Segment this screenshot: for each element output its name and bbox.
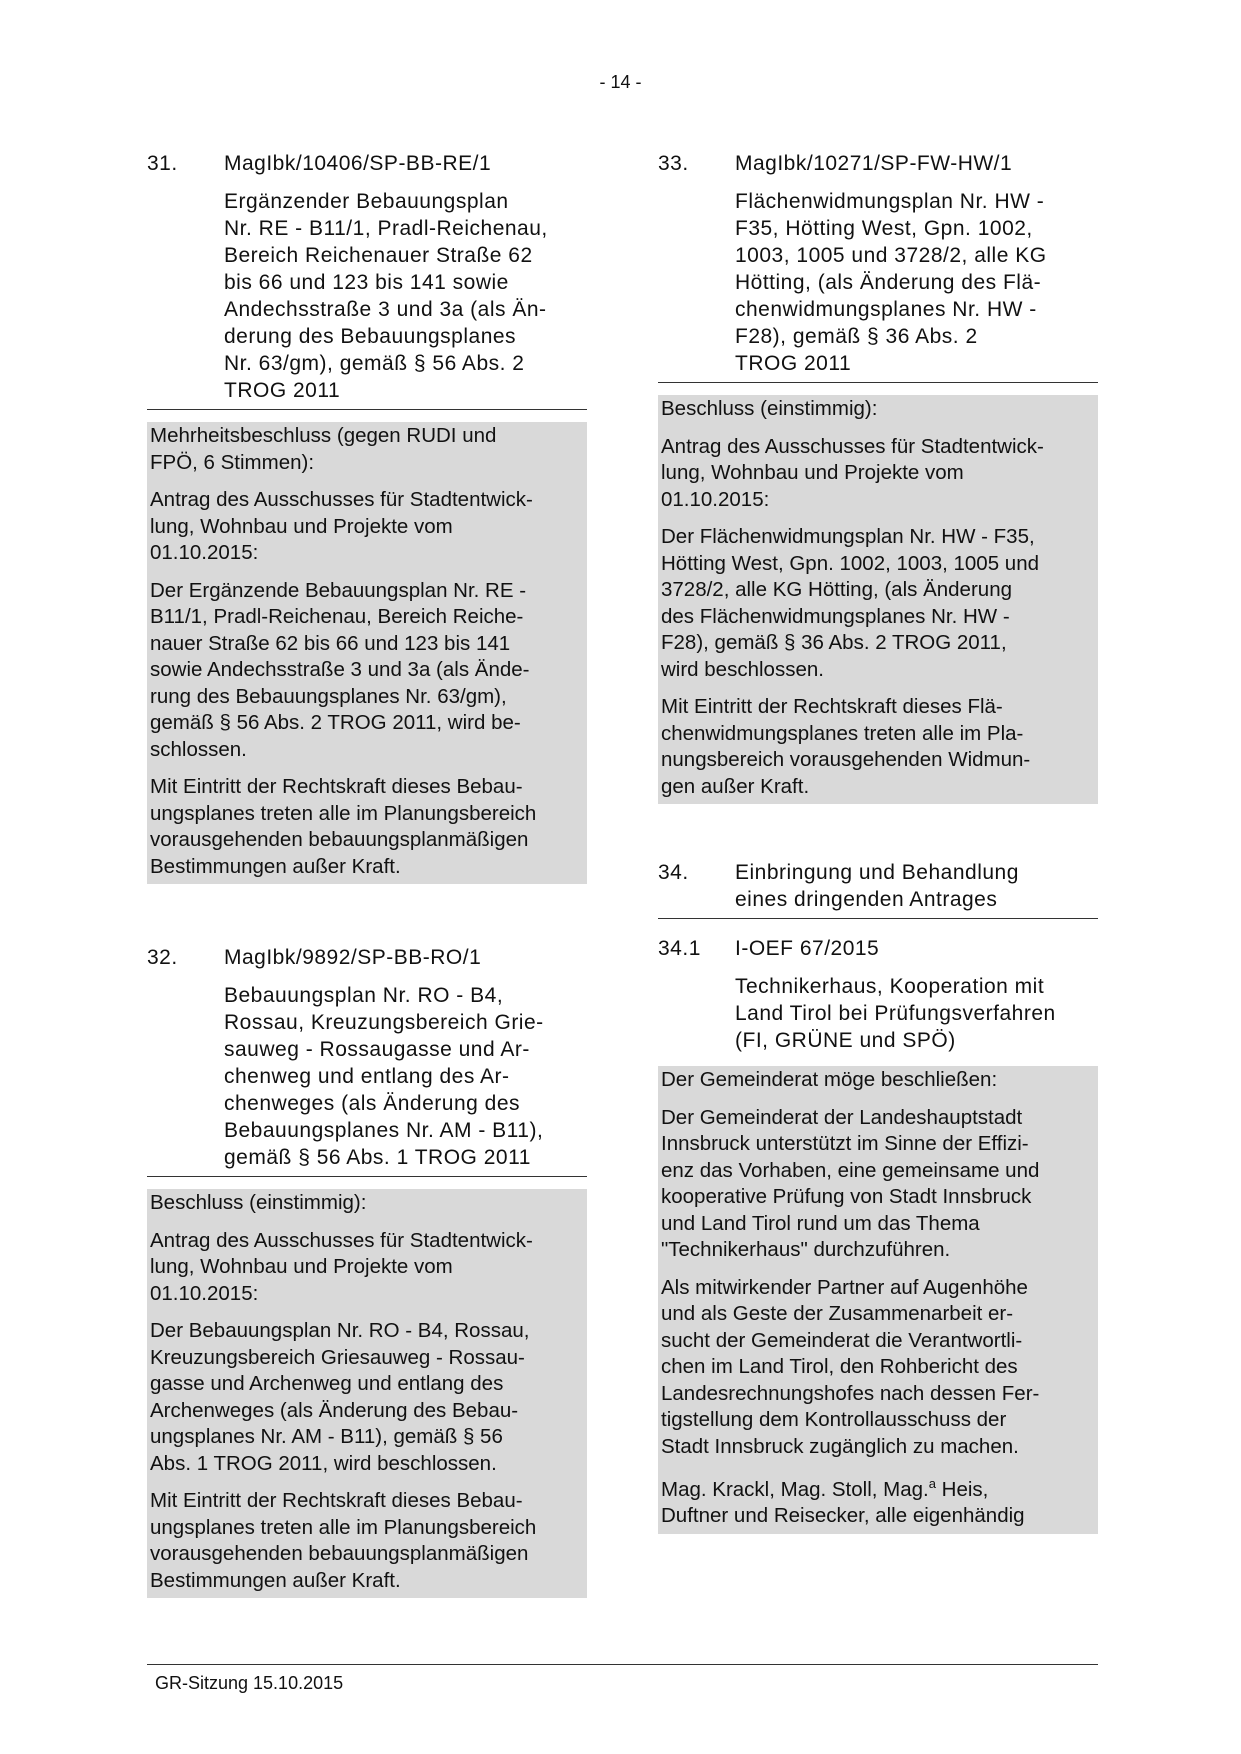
title-line: Andechsstraße 3 und 3a (als Än- (224, 298, 547, 321)
line: nungsbereich vorausgehenden Widmun- (661, 748, 1031, 771)
motion-paragraph (661, 434, 1094, 514)
resolution-box (147, 1189, 587, 1598)
line: Der Gemeinderat der Landeshauptstadt (661, 1105, 1023, 1129)
heading-line: eines dringenden Antrages (735, 888, 998, 911)
line: vorausgehenden bebauungsplanmäßigen (150, 828, 529, 851)
heading-line: Einbringung und Behandlung (735, 861, 1019, 884)
line: Innsbruck unterstützt im Sinne der Effizi- (661, 1132, 1029, 1155)
line: gasse und Archenweg und entlang des (150, 1372, 504, 1395)
resolution-type (150, 423, 583, 476)
title-line: bis 66 und 123 bis 141 sowie (224, 271, 509, 294)
title-line: F35, Hötting West, Gpn. 1002, (735, 217, 1033, 240)
decision-paragraph (150, 1318, 583, 1477)
title-line: gemäß § 56 Abs. 1 TROG 2011 (224, 1146, 531, 1169)
motion-box (658, 1066, 1098, 1534)
motion-paragraph (661, 1275, 1094, 1461)
title-line: Land Tirol bei Prüfungsverfahren (735, 1002, 1056, 1025)
motion-paragraph (150, 1228, 583, 1308)
signature-text: Mag. Krackl, Mag. Stoll, Mag. (661, 1477, 929, 1501)
line: Mit Eintritt der Rechtskraft dieses Bebau- (150, 775, 523, 798)
motion-paragraph (661, 1105, 1094, 1264)
agenda-item-34-1 (658, 935, 1098, 1534)
left-column (147, 150, 587, 1598)
item-heading-text (735, 859, 1019, 913)
line: Bestimmungen außer Kraft. (150, 1568, 401, 1592)
item-number: 32. (147, 946, 178, 969)
title-line: 1003, 1005 und 3728/2, alle KG (735, 244, 1047, 267)
line: Archenweges (als Änderung des Bebau- (150, 1398, 519, 1422)
title-line: Hötting, (als Änderung des Flä- (735, 271, 1042, 294)
title-line: sauweg - Rossaugasse und Ar- (224, 1038, 530, 1061)
line: Der Flächenwidmungsplan Nr. HW - F35, (661, 525, 1035, 548)
title-line: Flächenwidmungsplan Nr. HW - (735, 190, 1045, 213)
title-line: Nr. 63/gm), gemäß § 56 Abs. 2 (224, 352, 525, 375)
title-line: Bebauungsplan Nr. RO - B4, (224, 984, 504, 1007)
item-code: MagIbk/10271/SP-FW-HW/1 (735, 152, 1013, 175)
line: sowie Andechsstraße 3 und 3a (als Ände- (150, 658, 530, 681)
line: sucht der Gemeinderat die Verantwortli- (661, 1328, 1023, 1352)
line: und Land Tirol rund um das Thema (661, 1211, 980, 1235)
title-line: Nr. RE - B11/1, Pradl-Reichenau, (224, 217, 548, 240)
line: Mit Eintritt der Rechtskraft dieses Bebau- (150, 1489, 523, 1512)
title-line: chenwidmungsplanes Nr. HW - (735, 298, 1037, 321)
signatories (661, 1471, 1094, 1530)
title-line: Technikerhaus, Kooperation mit (735, 975, 1045, 998)
line: gen außer Kraft. (661, 774, 810, 798)
item-heading (147, 944, 587, 971)
item-title (224, 188, 587, 404)
line: 3728/2, alle KG Hötting, (als Änderung (661, 578, 1012, 601)
footer-divider (147, 1664, 1098, 1665)
line: vorausgehenden bebauungsplanmäßigen (150, 1542, 529, 1565)
title-line: TROG 2011 (735, 352, 852, 375)
line: tigstellung dem Kontrollausschuss der (661, 1408, 1007, 1431)
line: Als mitwirkender Partner auf Augenhöhe (661, 1275, 1028, 1299)
line: lung, Wohnbau und Projekte vom (150, 1255, 453, 1278)
line: 01.10.2015: (661, 487, 770, 511)
decision-paragraph (661, 524, 1094, 683)
title-line: chenweges (als Änderung des (224, 1092, 521, 1115)
item-heading (658, 150, 1098, 177)
divider (147, 409, 587, 410)
line: rung des Bebauungsplanes Nr. 63/gm), (150, 684, 507, 708)
line: Der Bebauungsplan Nr. RO - B4, Rossau, (150, 1319, 530, 1342)
line: nauer Straße 62 bis 66 und 123 bis 141 (150, 631, 511, 655)
decision-paragraph (150, 578, 583, 764)
line: chenwidmungsplanes treten alle im Pla- (661, 721, 1024, 745)
line: lung, Wohnbau und Projekte vom (661, 461, 964, 484)
line: Bestimmungen außer Kraft. (150, 854, 401, 878)
line: Beschluss (einstimmig): (661, 397, 878, 420)
line: 01.10.2015: (150, 1281, 259, 1305)
line: schlossen. (150, 737, 247, 761)
resolution-type (661, 396, 1094, 423)
line: Kreuzungsbereich Griesauweg - Rossau- (150, 1345, 525, 1369)
line: Antrag des Ausschusses für Stadtentwick- (150, 488, 533, 511)
line: Hötting West, Gpn. 1002, 1003, 1005 und (661, 551, 1039, 575)
motion-intro (661, 1067, 1094, 1094)
divider (658, 382, 1098, 383)
line: "Technikerhaus" durchzuführen. (661, 1238, 951, 1261)
item-number: 33. (658, 152, 689, 175)
signature-text: Duftner und Reisecker, alle eigenhändig (661, 1504, 1025, 1528)
item-heading (658, 859, 1098, 913)
line: FPÖ, 6 Stimmen): (150, 450, 315, 474)
agenda-item-33 (658, 150, 1098, 804)
title-line: F28), gemäß § 36 Abs. 2 (735, 325, 978, 348)
signature-superscript: a (928, 1476, 936, 1491)
line: Abs. 1 TROG 2011, wird beschlossen. (150, 1451, 497, 1475)
agenda-item-32 (147, 944, 587, 1598)
line: Antrag des Ausschusses für Stadtentwick- (661, 434, 1044, 458)
item-heading (658, 935, 1098, 962)
line: Mehrheitsbeschluss (gegen RUDI und (150, 424, 497, 447)
item-code: I-OEF 67/2015 (735, 937, 880, 960)
resolution-type (150, 1190, 583, 1217)
item-number: 34. (658, 861, 689, 884)
line: Beschluss (einstimmig): (150, 1191, 367, 1214)
effect-paragraph (150, 1488, 583, 1594)
effect-paragraph (150, 774, 583, 880)
line: des Flächenwidmungsplanes Nr. HW - (661, 604, 1010, 628)
line: gemäß § 56 Abs. 2 TROG 2011, wird be- (150, 711, 521, 734)
agenda-item-34 (658, 859, 1098, 919)
item-code: MagIbk/9892/SP-BB-RO/1 (224, 946, 482, 969)
effect-paragraph (661, 694, 1094, 800)
line: ungsplanes Nr. AM - B11), gemäß § 56 (150, 1425, 503, 1448)
line: Mit Eintritt der Rechtskraft dieses Flä- (661, 695, 1003, 718)
item-title (735, 188, 1098, 377)
item-number: 31. (147, 152, 178, 175)
line: enz das Vorhaben, eine gemeinsame und (661, 1158, 1040, 1182)
item-code: MagIbk/10406/SP-BB-RE/1 (224, 152, 492, 175)
title-line: Bebauungsplanes Nr. AM - B11), (224, 1119, 544, 1142)
title-line: TROG 2011 (224, 379, 341, 402)
line: ungsplanes treten alle im Planungsbereich (150, 1515, 537, 1539)
title-line: (FI, GRÜNE und SPÖ) (735, 1029, 956, 1052)
title-line: Rossau, Kreuzungsbereich Grie- (224, 1011, 544, 1034)
line: Der Ergänzende Bebauungsplan Nr. RE - (150, 578, 527, 602)
right-column (658, 150, 1098, 1534)
item-title (224, 982, 587, 1171)
line: Stadt Innsbruck zugänglich zu machen. (661, 1434, 1019, 1458)
resolution-box (147, 422, 587, 884)
item-number: 34.1 (658, 937, 701, 960)
divider (147, 1176, 587, 1177)
motion-paragraph (150, 487, 583, 567)
line: 01.10.2015: (150, 541, 259, 564)
resolution-box (658, 395, 1098, 804)
title-line: derung des Bebauungsplanes (224, 325, 517, 348)
line: ungsplanes treten alle im Planungsbereich (150, 801, 537, 825)
line: chen im Land Tirol, den Rohbericht des (661, 1355, 1018, 1378)
agenda-item-31 (147, 150, 587, 884)
line: kooperative Prüfung von Stadt Innsbruck (661, 1185, 1032, 1208)
page-number: - 14 - (599, 72, 642, 92)
line: F28), gemäß § 36 Abs. 2 TROG 2011, (661, 631, 1007, 654)
line: Antrag des Ausschusses für Stadtentwick- (150, 1228, 533, 1252)
line: lung, Wohnbau und Projekte vom (150, 514, 453, 538)
line: B11/1, Pradl-Reichenau, Bereich Reiche- (150, 605, 524, 628)
footer-session-date: GR-Sitzung 15.10.2015 (155, 1673, 344, 1693)
line: Landesrechnungshofes nach dessen Fer- (661, 1381, 1040, 1405)
signature-text: Heis, (935, 1477, 989, 1501)
line: Der Gemeinderat möge beschließen: (661, 1068, 998, 1091)
line: und als Geste der Zusammenarbeit er- (661, 1302, 1014, 1325)
title-line: Ergänzender Bebauungsplan (224, 190, 509, 213)
item-title (735, 973, 1098, 1054)
item-heading (147, 150, 587, 177)
line: wird beschlossen. (661, 657, 824, 681)
title-line: chenweg und entlang des Ar- (224, 1065, 510, 1088)
title-line: Bereich Reichenauer Straße 62 (224, 244, 533, 267)
